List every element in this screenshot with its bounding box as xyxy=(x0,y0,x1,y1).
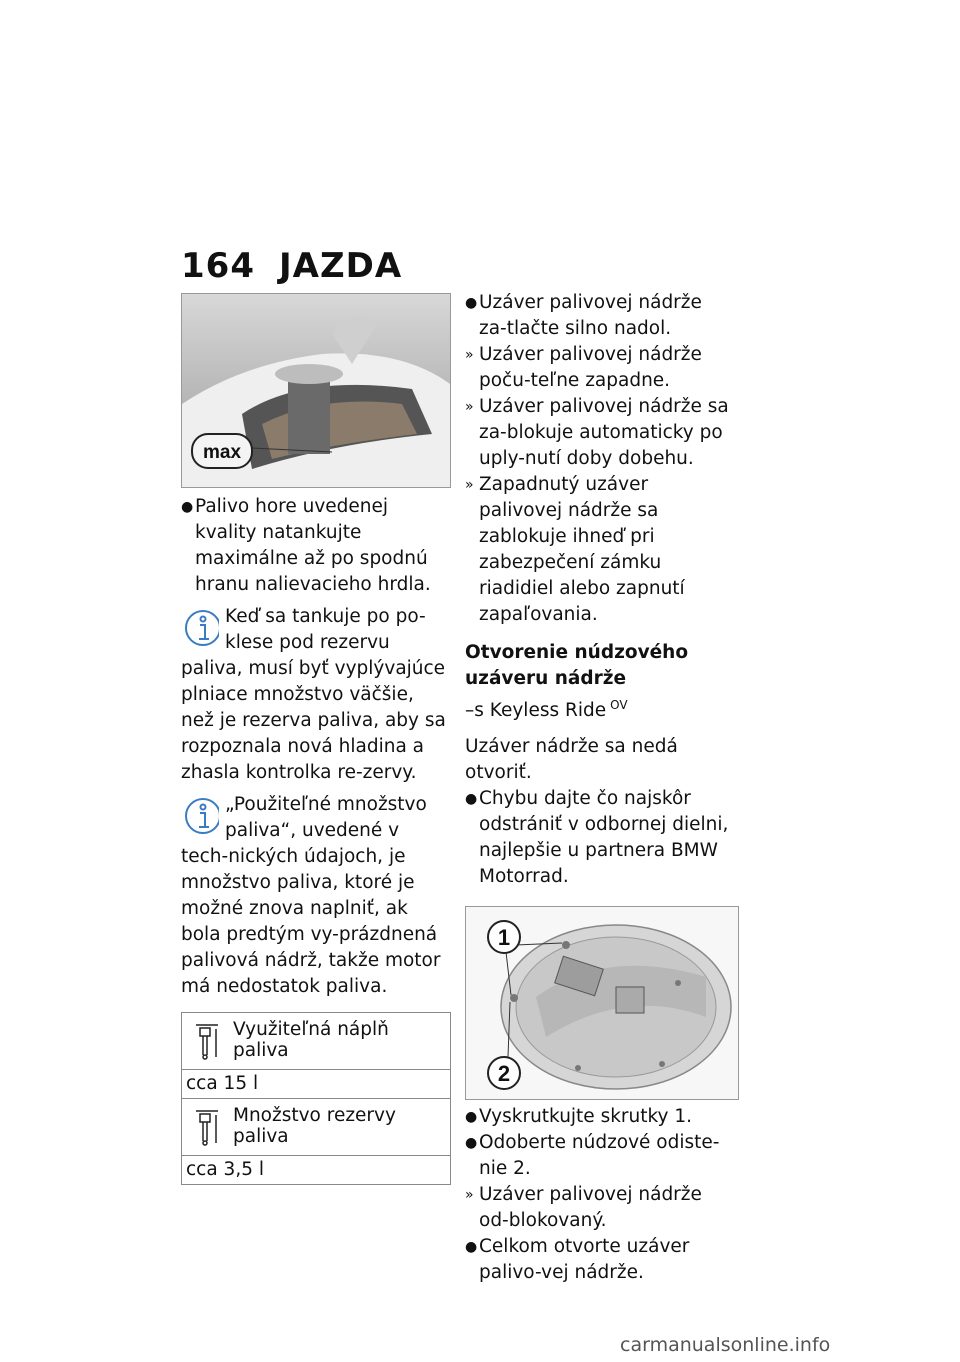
spec-value: cca 3,5 l xyxy=(186,1159,265,1180)
list-text: Zapadnutý uzáver palivovej nádrže sa zablokuje ihneď pri zabezpečení zámku riadidiel alebo zapnutí zapaľovania. xyxy=(479,474,685,625)
measure-icon xyxy=(194,1107,220,1147)
list-item xyxy=(465,290,735,342)
list-text: Uzáver palivovej nádrže poču-teľne zapadne. xyxy=(479,344,702,391)
list-text: Odoberte núdzové odiste-nie 2. xyxy=(479,1132,720,1180)
max-label: max xyxy=(202,442,242,463)
list-text: Uzáver palivovej nádrže sa za-blokuje automaticky po uply-nutí doby dobehu. xyxy=(479,396,729,469)
list-text: Vyskrutkujte skrutky 1. xyxy=(479,1106,693,1128)
list-item xyxy=(465,1104,735,1130)
section-title: JAZDA xyxy=(279,246,403,286)
list-item xyxy=(465,1182,735,1234)
paragraph: Uzáver nádrže sa nedá otvoriť. xyxy=(465,736,678,784)
spec-value: cca 15 l xyxy=(186,1073,259,1094)
applicability-note: –s Keyless Ride $^{OV}$ xyxy=(465,698,628,722)
list-marker: » xyxy=(465,477,474,493)
measure-icon xyxy=(194,1021,220,1061)
list-item xyxy=(465,394,735,472)
watermark: carmanualsonline.info xyxy=(620,1334,831,1356)
list-text: Celkom otvorte uzáver palivo-vej nádrže. xyxy=(479,1236,690,1284)
left-column xyxy=(181,293,451,1185)
spec-label: Využiteľná náplň paliva xyxy=(233,1019,389,1061)
list-item xyxy=(465,342,735,394)
bullet-fill-level: ● Palivo hore uvedenej kvality natankujte maximálne až po spodnú hranu nalievacieho hrdla. xyxy=(181,496,431,595)
fuel-filler-photo xyxy=(181,293,451,488)
spec-usable-fuel xyxy=(181,1012,451,1099)
info-icon xyxy=(181,794,219,838)
list-marker: » xyxy=(465,1187,474,1204)
page-header xyxy=(181,246,402,286)
fuel-cap-photo xyxy=(465,906,739,1100)
list-marker: ● xyxy=(465,1135,478,1152)
section-heading: Otvorenie núdzového uzáveru nádrže xyxy=(465,642,689,689)
closing-steps xyxy=(465,290,735,628)
bullet-repair: ● Chybu dajte čo najskôr odstrániť v odbornej dielni, najlepšie u partnera BMW Motorrad. xyxy=(465,788,729,888)
spec-label: Množstvo rezervy paliva xyxy=(233,1105,396,1147)
spec-reserve-fuel xyxy=(181,1099,451,1185)
list-item xyxy=(465,1234,735,1286)
list-marker: » xyxy=(465,399,474,415)
list-marker: » xyxy=(465,347,474,363)
callout-1: 1 xyxy=(497,925,511,951)
info-icon xyxy=(181,606,219,650)
list-marker: ● xyxy=(465,1239,478,1256)
emergency-steps xyxy=(465,1104,735,1286)
list-item xyxy=(465,472,735,628)
list-item xyxy=(465,1130,735,1182)
info-reserve: Keď sa tankuje po po-klese pod rezervu paliva, musí byť vyplývajúce plniace množstvo väčšie, než je rezerva paliva, aby sa rozpoznala nová hladina a zhasla kontrolka re-zervy. xyxy=(181,606,446,783)
right-column xyxy=(465,290,735,1286)
list-marker: ● xyxy=(465,1109,478,1126)
callout-2: 2 xyxy=(497,1061,511,1087)
info-usable-quantity: „Použiteľné množstvo paliva“, uvedené v tech-nických údajoch, je množstvo paliva, ktoré je možné znova naplniť, ak bola predtým vy-prázdnená palivová nádrž, takže motor má nedostatok paliva. xyxy=(181,794,441,997)
list-text: Uzáver palivovej nádrže od-blokovaný. xyxy=(479,1184,702,1232)
list-text: Uzáver palivovej nádrže za-tlačte silno nadol. xyxy=(479,292,702,339)
page-number: 164 xyxy=(181,246,255,286)
list-marker: ● xyxy=(465,295,478,311)
